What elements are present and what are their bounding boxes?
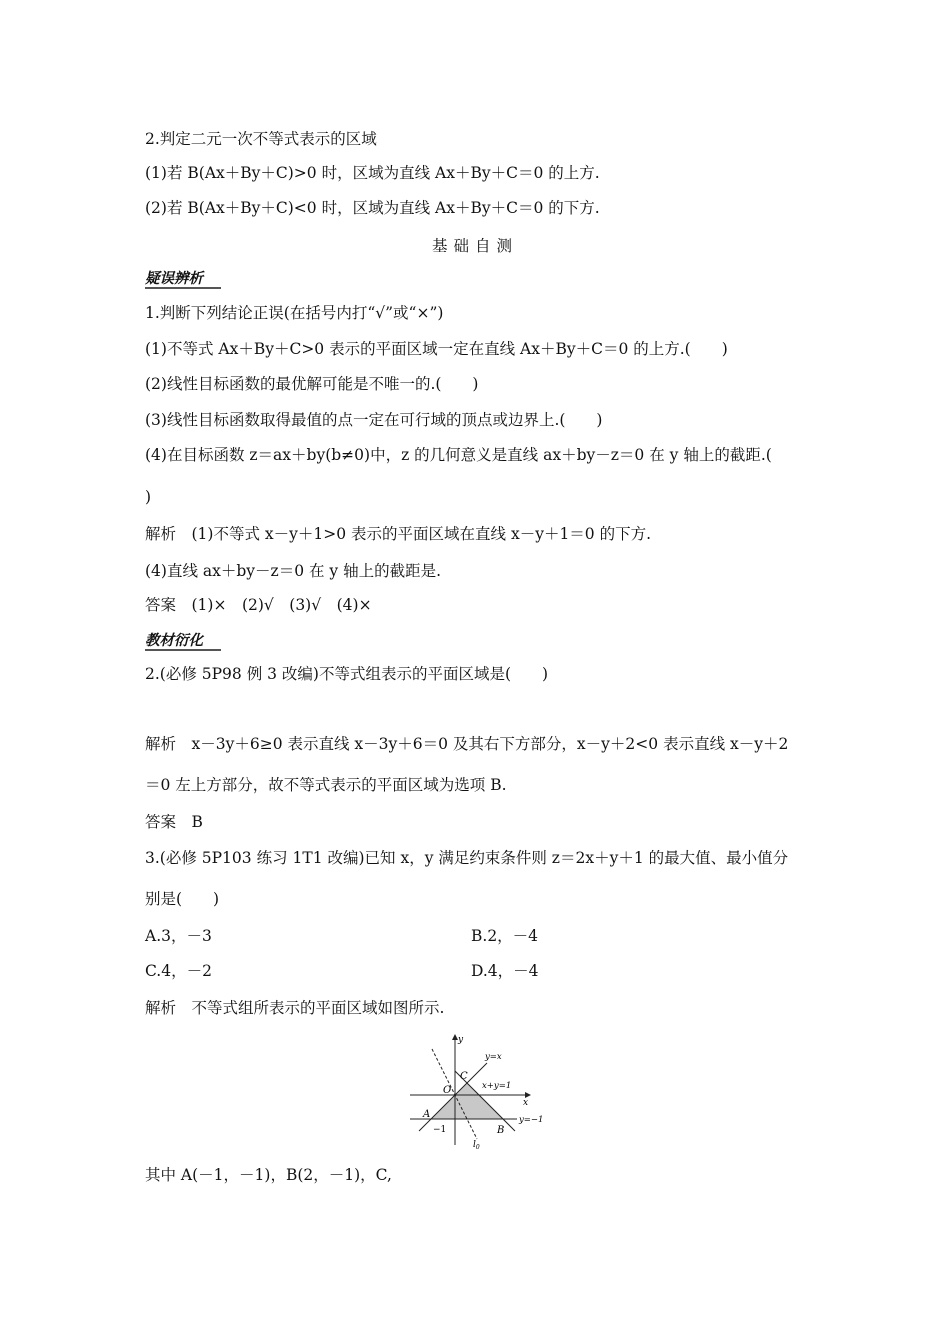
section-title: 2.判定二元一次不等式表示的区域 xyxy=(145,130,377,148)
q1-statement-4-cont: ) xyxy=(145,488,152,506)
label-point-a: A xyxy=(423,1109,431,1120)
q1-analysis-2: (4)直线 ax＋by－z＝0 在 y 轴上的截距是. xyxy=(145,562,442,580)
label-y: y xyxy=(458,1035,464,1045)
q3-option-b: B.2，－4 xyxy=(471,927,539,945)
label-neg1: −1 xyxy=(433,1125,447,1135)
q2-analysis-1: 解析 x－3y＋6≥0 表示直线 x－3y＋6＝0 及其右下方部分，x－y＋2<0 表示直线 x－y＋2 xyxy=(145,735,789,753)
feasible-region-figure xyxy=(405,1033,555,1151)
q3-stem-2: 别是( ) xyxy=(145,890,220,908)
page-heading: 基础自测 xyxy=(431,237,518,255)
q3-points: 其中 A(－1，－1)，B(2，－1)，C, xyxy=(145,1166,392,1184)
label-origin: O xyxy=(443,1085,452,1096)
label-point-c: C xyxy=(460,1071,468,1082)
q1-statement-4: (4)在目标函数 z＝ax＋by(b≠0)中，z 的几何意义是直线 ax＋by－z＝0 在 y 轴上的截距.( xyxy=(145,446,772,464)
q3-analysis: 解析 不等式组所表示的平面区域如图所示. xyxy=(145,999,445,1017)
label-x-plus-y-eq-1: x+y=1 xyxy=(482,1081,512,1091)
tag-error-analysis: 疑误辨析 xyxy=(145,271,203,287)
q2-analysis-2: ＝0 左上方部分，故不等式表示的平面区域为选项 B. xyxy=(145,776,507,794)
q1-statement-1: (1)不等式 Ax＋By＋C>0 表示的平面区域一定在直线 Ax＋By＋C＝0 的上方.( ) xyxy=(145,340,728,358)
tag-underline-2 xyxy=(145,649,221,651)
q2-stem: 2.(必修 5P98 例 3 改编)不等式组表示的平面区域是( ) xyxy=(145,665,549,683)
q2-answer: 答案 B xyxy=(145,813,203,831)
tag-textbook: 教材衍化 xyxy=(145,633,203,649)
q1-statement-3: (3)线性目标函数取得最值的点一定在可行域的顶点或边界上.( ) xyxy=(145,411,603,429)
tag-underline-1 xyxy=(145,287,221,289)
q1-statement-2: (2)线性目标函数的最优解可能是不唯一的.( ) xyxy=(145,375,479,393)
label-y-eq-x: y=x xyxy=(485,1052,502,1062)
q1-answer: 答案 (1)× (2)√ (3)√ (4)× xyxy=(145,596,372,614)
q3-option-c: C.4，－2 xyxy=(145,962,212,980)
q3-stem-1: 3.(必修 5P103 练习 1T1 改编)已知 x，y 满足约束条件则 z＝2x＋y＋1 的最大值、最小值分 xyxy=(145,849,789,867)
label-l0: $l_0$ xyxy=(473,1140,480,1151)
q3-option-d: D.4，－4 xyxy=(471,962,539,980)
label-point-b: B xyxy=(497,1125,505,1136)
q1-analysis-1: 解析 (1)不等式 x－y＋1>0 表示的平面区域在直线 x－y＋1＝0 的下方. xyxy=(145,525,652,543)
q3-option-a: A.3，－3 xyxy=(145,927,212,945)
label-y-eq-neg1: y=−1 xyxy=(519,1115,544,1125)
section-item-1: (1)若 B(Ax＋By＋C)>0 时，区域为直线 Ax＋By＋C＝0 的上方. xyxy=(145,164,600,182)
section-item-2: (2)若 B(Ax＋By＋C)<0 时，区域为直线 Ax＋By＋C＝0 的下方. xyxy=(145,199,600,217)
q1-stem: 1.判断下列结论正误(在括号内打“√”或“×”) xyxy=(145,304,444,322)
label-x: x xyxy=(523,1098,529,1108)
